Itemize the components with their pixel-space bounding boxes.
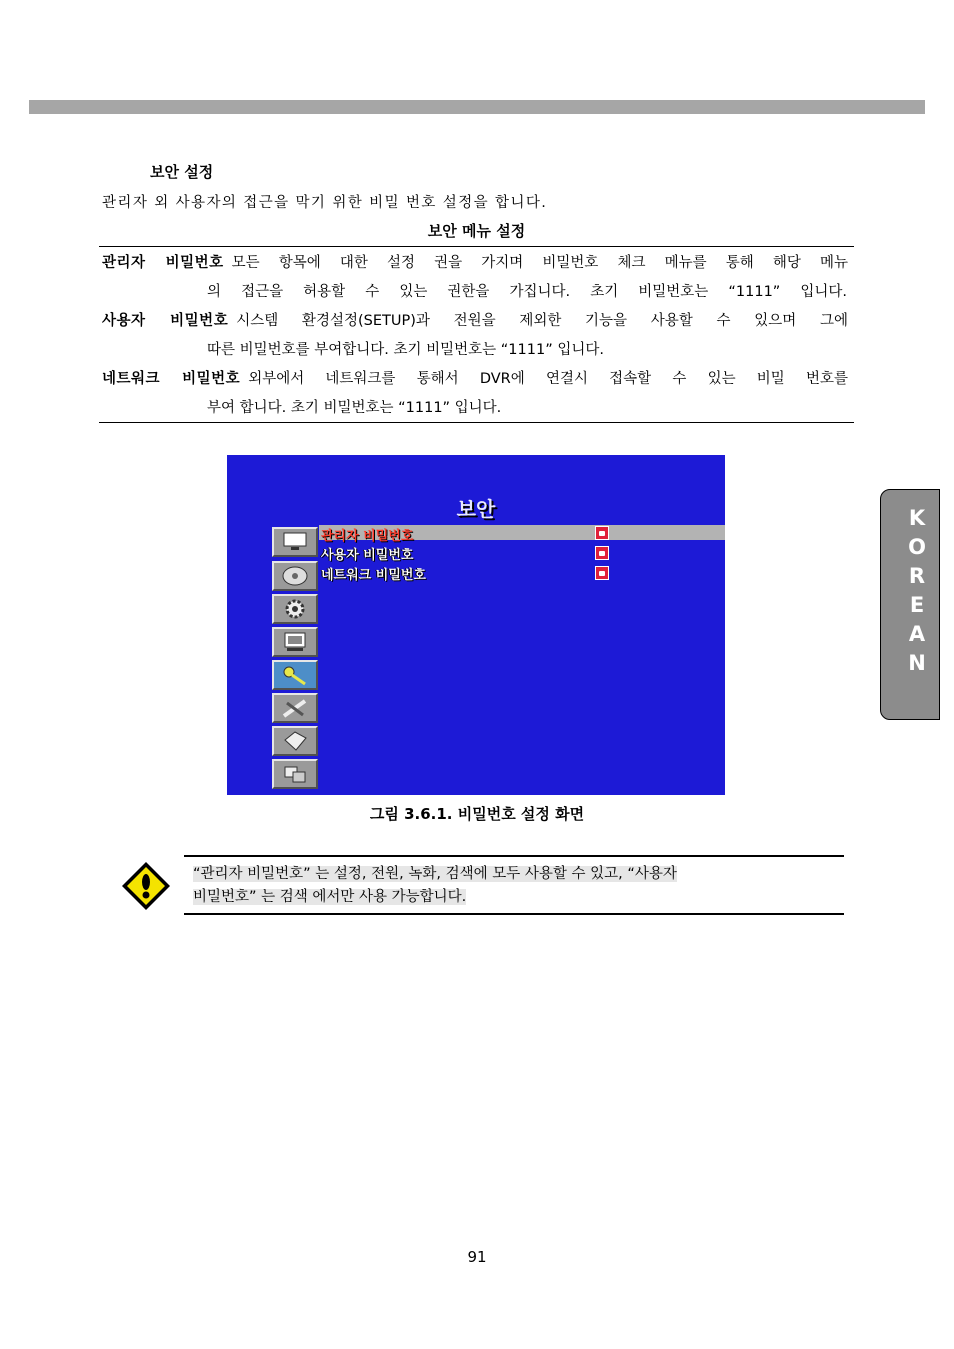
gear-icon[interactable] <box>272 594 318 624</box>
definition-user-line1 <box>102 309 848 330</box>
tab-letter: K <box>908 506 926 530</box>
note-top-rule <box>184 855 844 857</box>
tab-letter: R <box>908 564 926 588</box>
table-bottom-rule <box>99 422 854 423</box>
note-line1 <box>193 862 836 883</box>
menu-item-network-password[interactable]: 네트워크 비밀번호 <box>321 568 426 583</box>
definition-text: 시스템 환경설정(SETUP)과 전원을 제외한 기능을 사용할 수 있으며 그에 <box>236 313 848 329</box>
language-tab-label <box>906 504 928 678</box>
header-bar <box>29 100 925 114</box>
definition-network-line2: 부여 합니다. 초기 비밀번호는 “1111” 입니다. <box>207 400 502 416</box>
disc-icon[interactable] <box>272 561 318 591</box>
monitor-icon[interactable] <box>272 527 318 557</box>
figure-caption: 그림 3.6.1. 비밀번호 설정 화면 <box>369 805 585 823</box>
note-text: “관리자 비밀번호” 는 설정, 전원, 녹화, 검색에 모두 사용할 수 있고, “사용자 <box>193 866 677 882</box>
tag-icon[interactable] <box>272 726 318 756</box>
definition-user-line2: 따른 비밀번호를 부여합니다. 초기 비밀번호는 “1111” 입니다. <box>207 342 604 358</box>
definition-admin-line2: 의 접근을 허용할 수 있는 권한을 가집니다. 초기 비밀번호는 “1111” 입니다. <box>207 284 847 300</box>
screen-title: 보안 <box>456 497 496 521</box>
term-user-password: 사용자 비밀번호 <box>102 313 229 329</box>
lock-icon[interactable] <box>595 566 609 580</box>
menu-item-admin-password[interactable]: 관리자 비밀번호 <box>321 529 414 544</box>
menu-item-user-password[interactable]: 사용자 비밀번호 <box>321 548 414 563</box>
section-title: 보안 설정 <box>150 163 214 181</box>
tab-letter: A <box>908 622 926 646</box>
note-text: 비밀번호” 는 검색 에서만 사용 가능합니다. <box>193 889 467 905</box>
definition-text: 모든 항목에 대한 설정 권을 가지며 비밀번호 체크 메뉴를 통해 해당 메뉴 <box>231 255 848 271</box>
definition-network-line1 <box>102 367 848 388</box>
tab-letter: N <box>908 651 926 675</box>
tab-letter: O <box>908 535 926 559</box>
network-icon[interactable] <box>272 759 318 789</box>
definition-text: 외부에서 네트워크를 통해서 DVR에 연결시 접속할 수 있는 비밀 번호를 <box>248 371 848 387</box>
term-admin-password: 관리자 비밀번호 <box>102 255 224 271</box>
dvr-security-screenshot <box>227 455 725 795</box>
table-title: 보안 메뉴 설정 <box>427 222 526 240</box>
table-top-rule <box>99 246 854 247</box>
warning-icon <box>120 860 172 912</box>
page-number: 91 <box>467 1248 487 1266</box>
intro-text: 관리자 외 사용자의 접근을 막기 위한 비밀 번호 설정을 합니다. <box>102 195 548 211</box>
definition-admin-line1 <box>102 251 848 272</box>
tab-letter: E <box>909 593 925 617</box>
tools-icon[interactable] <box>272 693 318 723</box>
note-bottom-rule <box>184 913 844 915</box>
lock-icon[interactable] <box>595 546 609 560</box>
note-line2 <box>193 885 836 906</box>
key-icon[interactable] <box>272 660 318 690</box>
term-network-password: 네트워크 비밀번호 <box>102 371 241 387</box>
screen-icon[interactable] <box>272 627 318 657</box>
lock-icon[interactable] <box>595 526 609 540</box>
